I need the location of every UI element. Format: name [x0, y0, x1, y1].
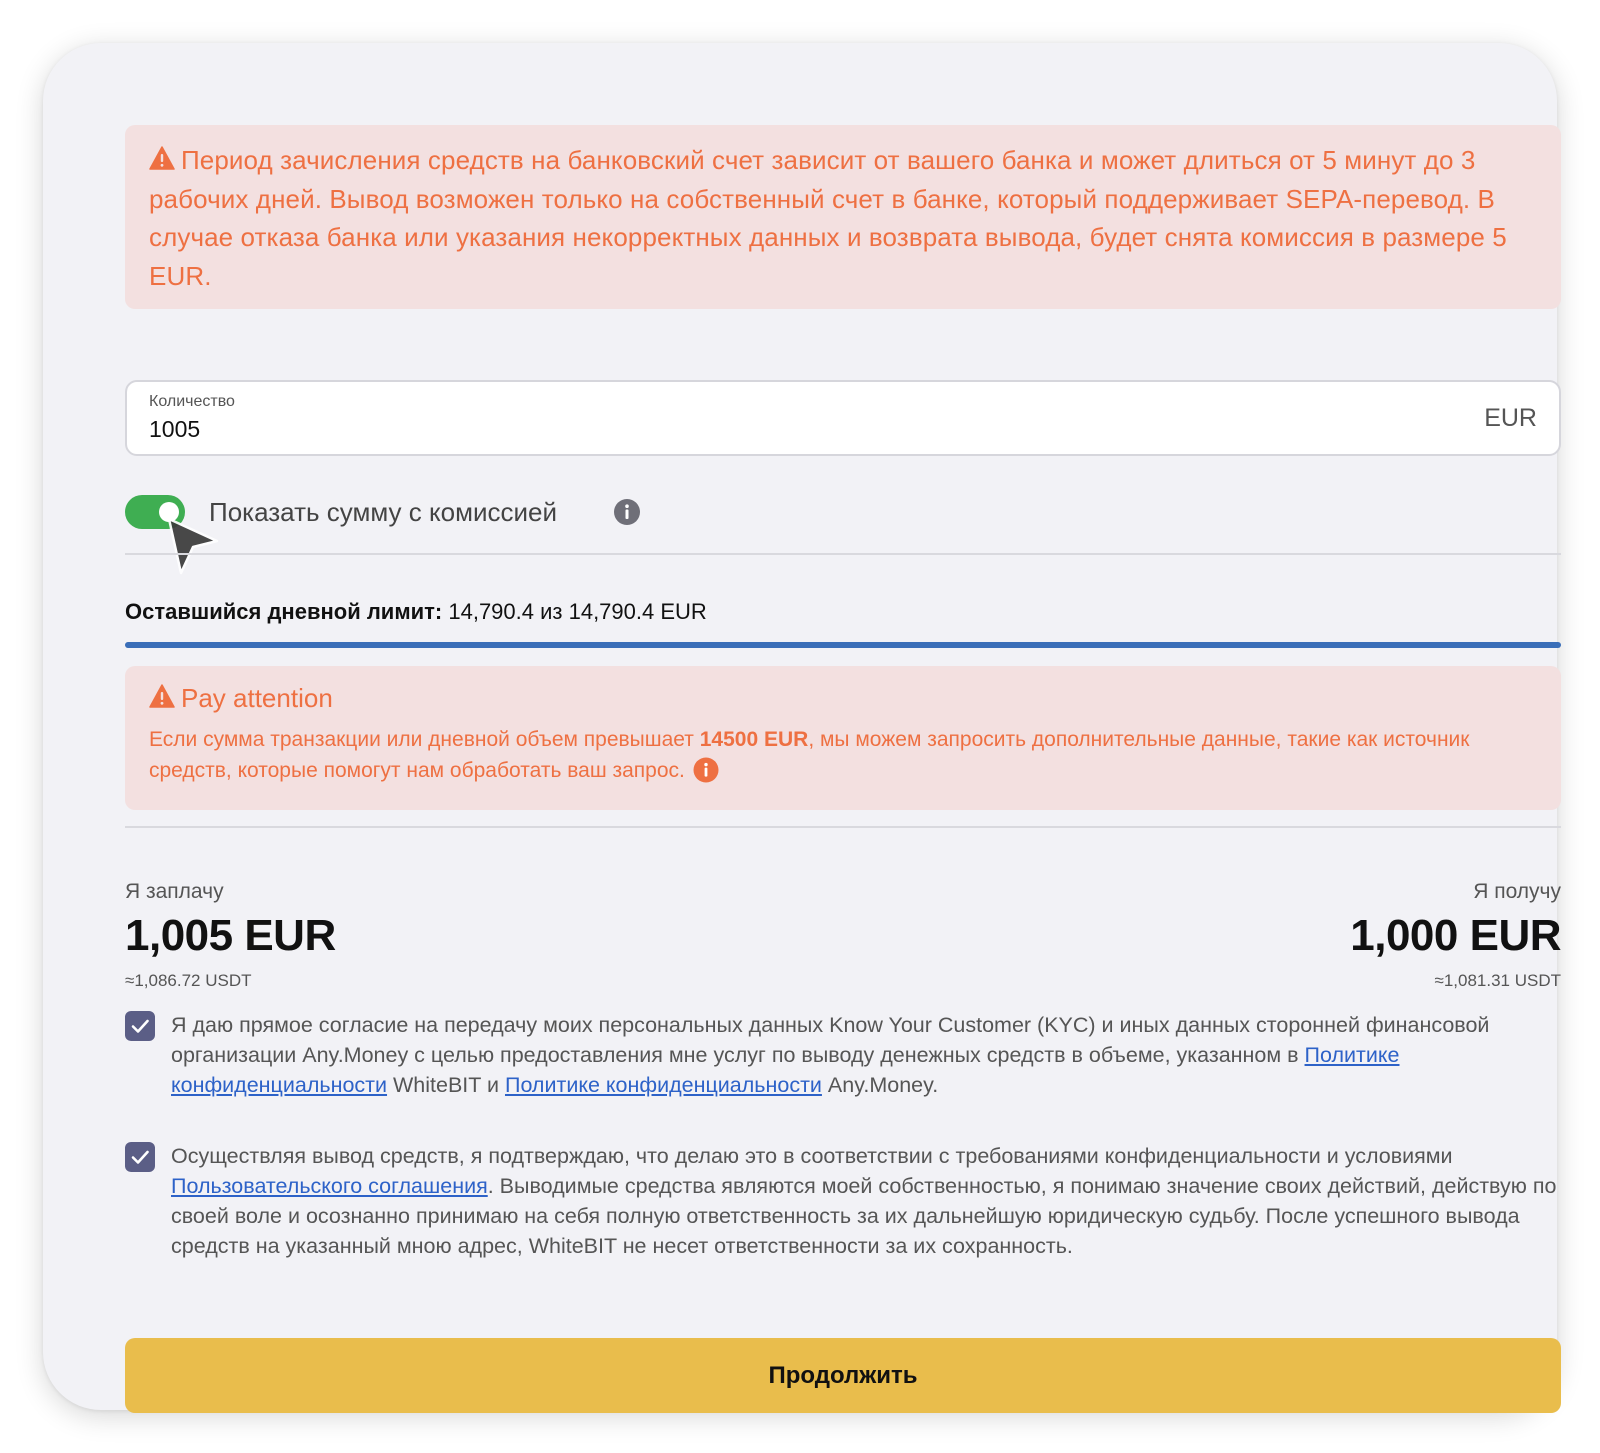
attention-text-before: Если сумма транзакции или дневной объем превышает [149, 728, 700, 751]
terms-consent-text-part: Осуществляя вывод средств, я подтверждаю, что делаю это в соответствии с требованиями конфиденциальности и условиями [171, 1144, 1453, 1168]
terms-consent-text-part: . Выводимые средства являются моей собственностью, я понимаю значение своих действий, действую по своей воле и осознанно принимаю на себя полную ответственность за их дальнейшую юридическую судьбу. После успешного вывода средств на указанный мною адрес, WhiteBIT не несет ответственности за их сохранность. [171, 1174, 1557, 1258]
warning-triangle-icon [149, 684, 175, 708]
daily-limit-label: Оставшийся дневной лимит: [125, 599, 443, 624]
checkmark-icon [125, 1142, 155, 1172]
amount-label: Количество [149, 393, 235, 410]
receive-label: Я получу [1473, 880, 1561, 903]
privacy-policy-link-whitebit[interactable]: Политике конфиденциальности [171, 1043, 1400, 1097]
attention-title-row [149, 680, 1537, 716]
amount-currency: EUR [1484, 404, 1537, 432]
terms-consent-text [171, 1141, 1561, 1261]
attention-text [149, 724, 1537, 786]
attention-title: Pay attention [181, 683, 333, 713]
pay-label: Я заплачу [125, 880, 224, 903]
checkmark-icon [125, 1011, 155, 1041]
kyc-consent-checkbox[interactable] [125, 1011, 155, 1041]
bank-transfer-notice [125, 125, 1561, 309]
mouse-pointer-icon [163, 515, 221, 579]
divider [125, 553, 1561, 555]
pay-amount: 1,005 EUR [125, 911, 336, 960]
amount-field[interactable] [125, 380, 1561, 456]
info-icon[interactable] [693, 757, 719, 783]
info-icon[interactable] [613, 498, 641, 526]
notice-text: Период зачисления средств на банковский счет зависит от вашего банка и может длиться от 5 минут до 3 рабочих дней. Вывод возможен только на собственный счет в банке, который поддерживает SEPA-перевод. В случае отказа банка или указания некорректных данных и возврата вывода, будет снята комиссия в размере 5 EUR. [149, 145, 1507, 291]
fee-toggle-label: Показать сумму с комиссией [209, 497, 557, 527]
divider [125, 826, 1561, 828]
daily-limit-progress [125, 642, 1561, 648]
kyc-consent-text-part: WhiteBIT и [387, 1073, 505, 1097]
daily-limit-value: 14,790.4 из 14,790.4 EUR [448, 599, 707, 624]
warning-triangle-icon [149, 146, 175, 170]
pay-attention-alert [125, 666, 1561, 810]
terms-consent-checkbox[interactable] [125, 1142, 155, 1172]
pay-usdt-equivalent: ≈1,086.72 USDT [125, 971, 252, 990]
withdraw-form-card [43, 43, 1561, 1410]
kyc-consent-text [171, 1010, 1561, 1100]
user-agreement-link[interactable]: Пользовательского соглашения [171, 1174, 488, 1198]
amount-input[interactable] [149, 416, 1349, 443]
attention-text-after: , мы можем запросить дополнительные данные, такие как источник средств, которые помогут нам обработать ваш запрос. [149, 728, 1470, 782]
daily-limit-progress-fill [125, 642, 1561, 648]
attention-highlight: 14500 EUR [699, 728, 809, 751]
receive-usdt-equivalent: ≈1,081.31 USDT [1434, 971, 1561, 990]
privacy-policy-link-anymoney[interactable]: Политике конфиденциальности [504, 1073, 822, 1097]
daily-limit-text [125, 599, 707, 625]
kyc-consent-text-part: Any.Money. [821, 1073, 939, 1097]
receive-amount: 1,000 EUR [1350, 911, 1561, 960]
kyc-consent-text-part: Я даю прямое согласие на передачу моих персональных данных Know Your Customer (KYC) и иных данных сторонней финансовой организации Any.Money с целью предоставления мне услуг по выводу денежных средств в объеме, указанном в [171, 1013, 1490, 1067]
continue-button[interactable]: Продолжить [125, 1338, 1561, 1413]
fee-toggle-row [125, 495, 825, 529]
